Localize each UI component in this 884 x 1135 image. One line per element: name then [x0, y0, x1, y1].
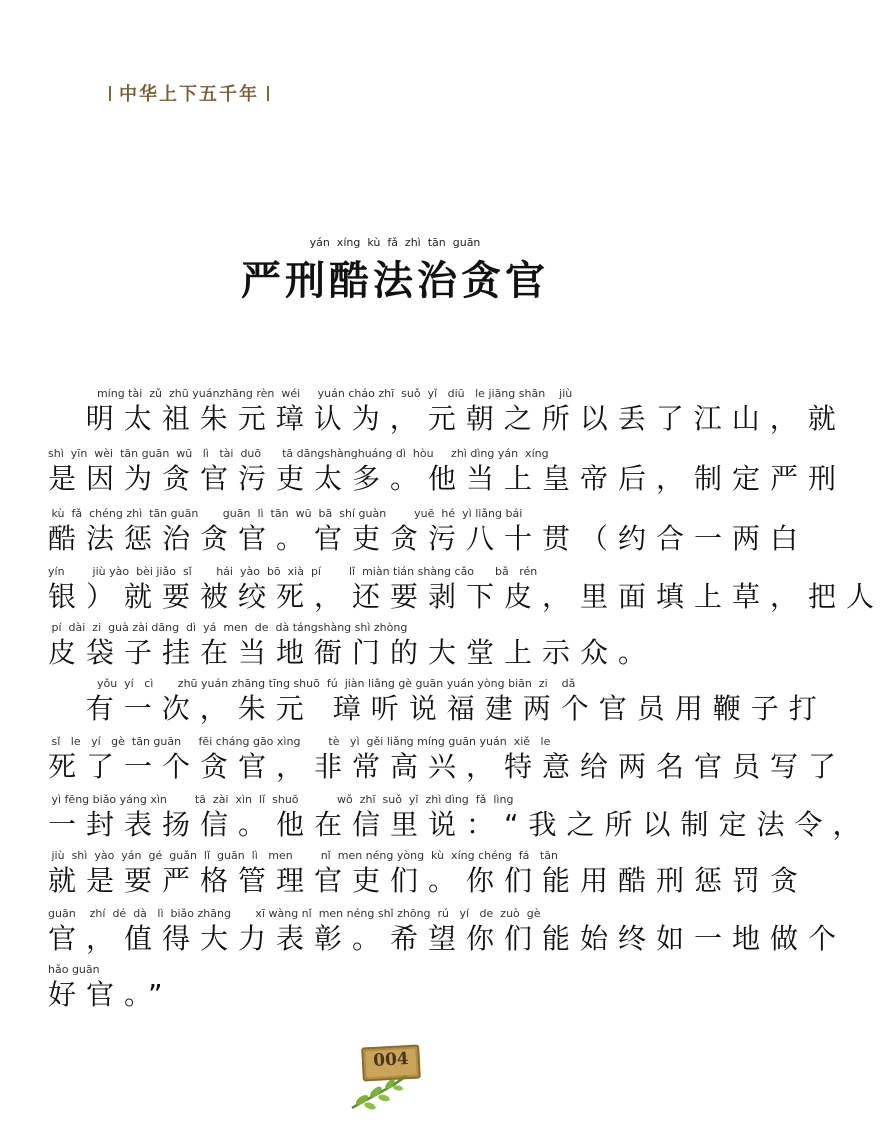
hanzi-row: 皮袋子挂在当地衙门的大堂上示众。: [48, 636, 657, 669]
page-number: 004: [372, 1049, 410, 1071]
title-text: 严刑酷法治贪官: [241, 258, 549, 304]
text-line: [48, 734, 847, 784]
header-text: 中华上下五千年: [119, 84, 259, 105]
text-line: [48, 848, 809, 898]
pinyin-row: jiù shì yào yán gé guǎn lǐ guān lì men nǐ men néng yòng kù xíng chéng fá tān: [48, 849, 558, 862]
hanzi-row: 官，值得大力表彰。希望你们能始终如一地做个: [48, 922, 847, 955]
text-line: [48, 676, 827, 726]
hanzi-row: 是因为贪官污吏太多。他当上皇帝后，制定严刑: [48, 462, 847, 495]
pinyin-row: guān zhí dé dà lì biǎo zhāng xī wàng nǐ men néng shǐ zhōng rú yí de zuò gè: [48, 907, 541, 920]
text-line: [48, 792, 871, 842]
hanzi-row: 有一次，朱元 璋听说福建两个官员用鞭子打: [48, 692, 827, 725]
pinyin-row: kù fǎ chéng zhì tān guān guān lì tān wū bā shí guàn yuē hé yì liǎng bái: [48, 507, 523, 520]
text-line: [48, 620, 748, 670]
text-line: [48, 906, 847, 956]
hanzi-row: 酷法惩治贪官。官吏贪污八十贯（约合一两白: [48, 522, 809, 555]
header-left-bar: [109, 86, 111, 101]
hanzi-row: 就是要严格管理官吏们。你们能用酷刑惩罚贪: [48, 864, 809, 897]
pinyin-row: yǒu yí cì zhū yuán zhāng tīng shuō fú jiàn liǎng gè guān yuán yòng biān zi dǎ: [48, 677, 576, 690]
text-line: [48, 564, 884, 614]
title-pinyin: yán xíng kù fǎ zhì tān guān: [309, 236, 481, 249]
text-line: [48, 506, 809, 556]
pinyin-row: pí dài zi guà zài dāng dì yá men de dà tángshàng shì zhòng: [48, 621, 408, 634]
hanzi-row: 好官。”: [48, 978, 173, 1011]
pinyin-row: sǐ le yí gè tān guān fēi cháng gāo xìng tè yì gěi liǎng míng guān yuán xiě le: [48, 735, 551, 748]
pinyin-row: shì yīn wèi tān guān wū lì tài duō tā dāngshànghuáng dì hòu zhì dìng yán xíng: [48, 447, 549, 460]
text-line: [48, 386, 846, 436]
hanzi-row: 一封表扬信。他在信里说：“我之所以制定法令，: [48, 808, 871, 841]
chapter-title: [0, 236, 790, 306]
hanzi-row: 明太祖朱元璋认为，元朝之所以丢了江山，就: [48, 402, 846, 435]
pinyin-row: yì fēng biǎo yáng xìn tā zài xìn lǐ shuō wǒ zhī suǒ yǐ zhì dìng fǎ lìng: [48, 793, 514, 806]
pinyin-row: yín jiù yào bèi jiǎo sǐ hái yào bō xià pí lǐ miàn tián shàng cǎo bǎ rén: [48, 565, 538, 578]
hanzi-row: 死了一个贪官，非常高兴，特意给两名官员写了: [48, 750, 847, 783]
book-series-header: [101, 80, 277, 106]
page-number-badge: [348, 1042, 428, 1112]
pinyin-row: hǎo guān: [48, 963, 100, 976]
text-line: [48, 446, 847, 496]
leaf-branch-icon: [348, 1068, 428, 1112]
hanzi-row: 银）就要被绞死，还要剥下皮，里面填上草，把人: [48, 580, 884, 613]
text-line: [48, 962, 748, 1012]
pinyin-row: míng tài zǔ zhū yuánzhāng rèn wéi yuán cháo zhī suǒ yǐ diū le jiāng shān jiù: [48, 387, 573, 400]
header-right-bar: [267, 86, 269, 101]
